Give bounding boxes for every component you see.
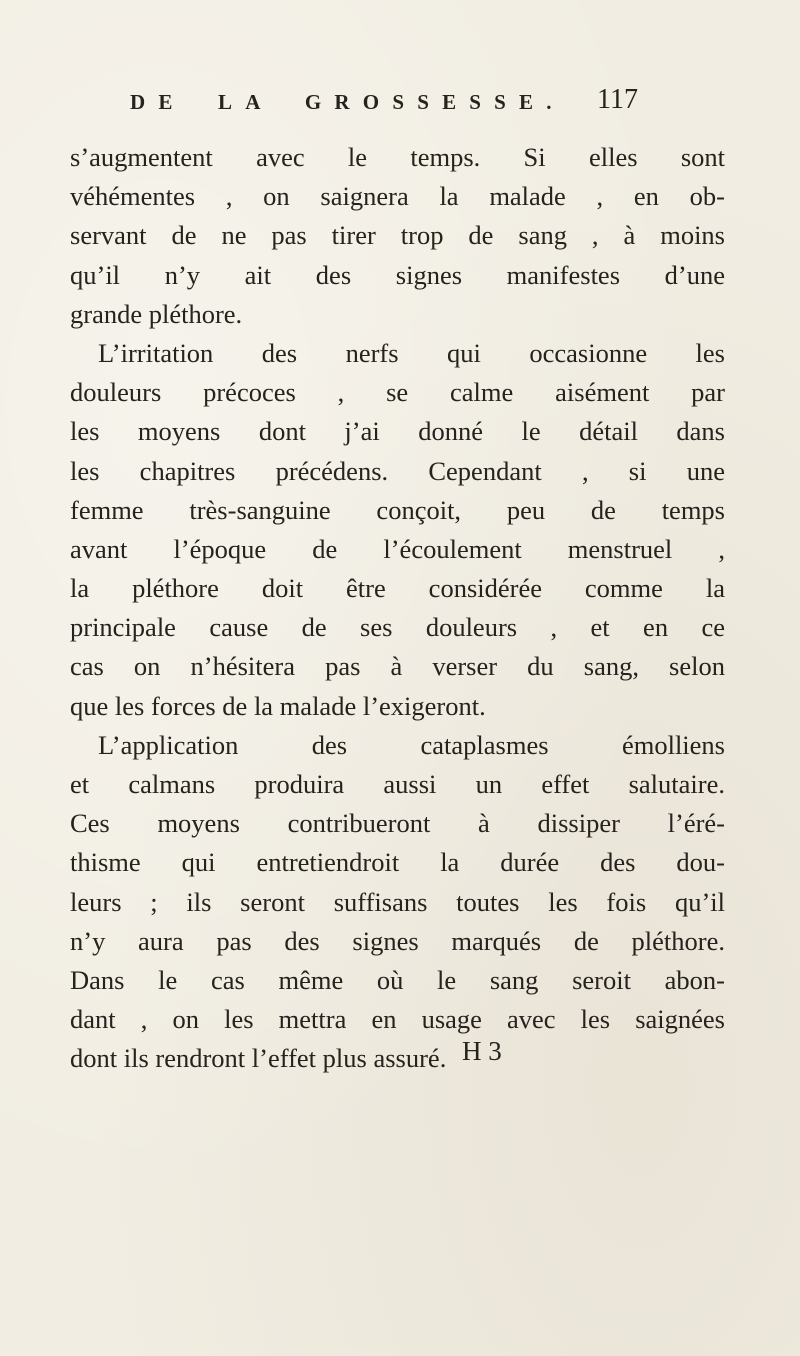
text-line: et calmans produira aussi un effet salutaire. (70, 769, 725, 799)
text-line: femme très-sanguine conçoit, peu de temps (70, 494, 725, 525)
text-line: n’y aura pas des signes marqués de pléthore. (70, 925, 725, 956)
paragraph-first-line: L’application des cataplasmes émolliens (98, 729, 725, 760)
text-line: s’augmentent avec le temps. Si elles sont (70, 142, 725, 172)
text-line: dont ils rendront l’effet plus assuré. (70, 1043, 447, 1074)
text-line: dant , on les mettra en usage avec les saignées (70, 1004, 725, 1035)
text-line: véhémentes , on saignera la malade , en ob- (70, 181, 725, 212)
text-line: thisme qui entretiendroit la durée des dou- (70, 847, 725, 878)
text-line: qu’il n’y ait des signes manifestes d’une (70, 259, 725, 290)
text-line: Dans le cas même où le sang seroit abon- (70, 964, 725, 995)
text-line: la pléthore doit être considérée comme la (70, 573, 725, 604)
text-line: cas on n’hésitera pas à verser du sang, selon (70, 651, 725, 682)
text-line: servant de ne pas tirer trop de sang , à moins (70, 220, 725, 251)
body-text (70, 138, 725, 1079)
paragraph-first-line: L’irritation des nerfs qui occasionne les (98, 337, 725, 368)
running-head (130, 84, 730, 124)
text-line: que les forces de la malade l’exigeront. (70, 690, 486, 721)
text-line: les chapitres précédens. Cependant , si une (70, 455, 725, 486)
signature-mark: H 3 (462, 1036, 502, 1066)
text-line: avant l’époque de l’écoulement menstruel , (70, 533, 725, 564)
running-title: DE LA GROSSESSE. (130, 90, 565, 114)
text-line: les moyens dont j’ai donné le détail dans (70, 416, 725, 447)
text-line: leurs ; ils seront suffisans toutes les fois qu’il (70, 886, 725, 917)
text-line: Ces moyens contribueront à dissiper l’éré- (70, 808, 725, 839)
page-number: 117 (597, 84, 638, 115)
text-line: principale cause de ses douleurs , et en ce (70, 612, 725, 643)
text-line: grande pléthore. (70, 298, 243, 329)
text-line: douleurs précoces , se calme aisément par (70, 377, 725, 408)
